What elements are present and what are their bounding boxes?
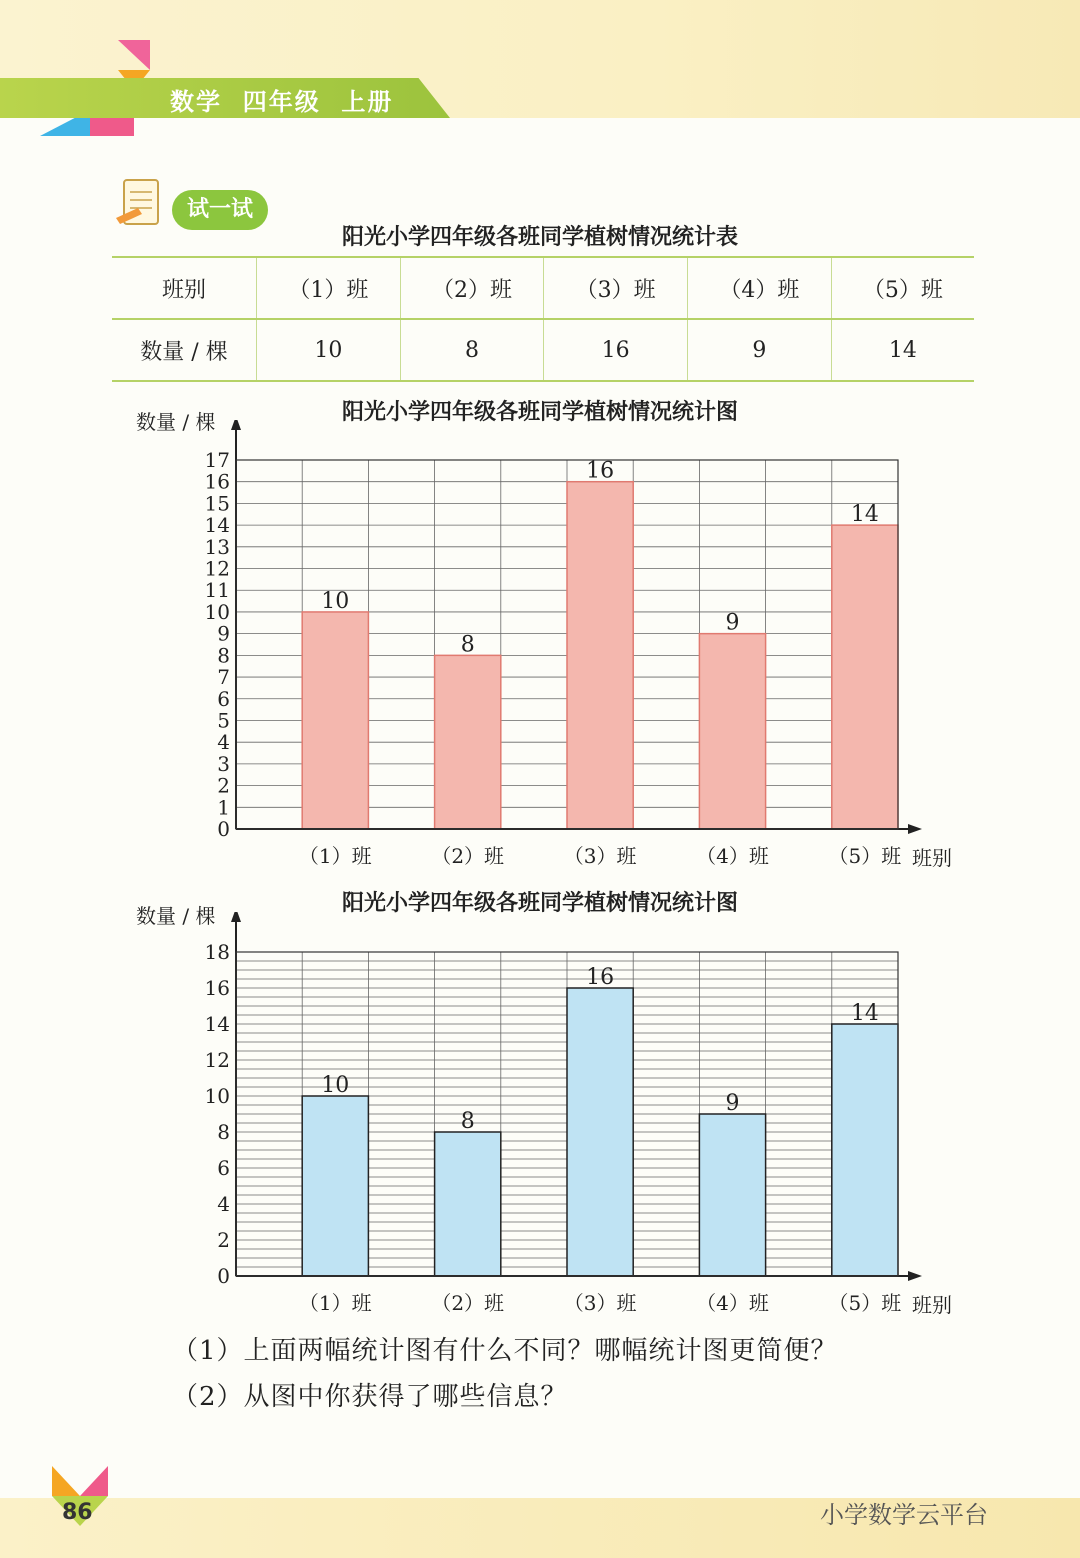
bar	[699, 1114, 765, 1276]
bar	[832, 525, 898, 829]
y-tick-label: 1	[217, 795, 230, 820]
data-label: 10	[321, 1073, 350, 1098]
table-title: 阳光小学四年级各班同学植树情况统计表	[341, 225, 738, 250]
y-tick-label: 4	[217, 730, 230, 755]
x-axis-arrow-icon	[908, 824, 922, 834]
chart2	[0, 912, 1080, 1332]
y-tick-label: 0	[217, 1264, 230, 1288]
x-tick-label: （4）班	[696, 1291, 769, 1315]
data-table	[112, 256, 974, 382]
data-label: 14	[850, 502, 879, 528]
y-tick-label: 4	[217, 1192, 230, 1216]
y-tick-label: 12	[204, 1048, 230, 1072]
y-tick-label: 2	[217, 1228, 230, 1252]
bar	[302, 612, 368, 829]
bar	[567, 482, 633, 829]
question-2: （2）从图中你获得了哪些信息？	[172, 1382, 568, 1412]
bar	[435, 655, 501, 829]
y-tick-label: 10	[204, 599, 230, 624]
x-tick-label: （4）班	[696, 844, 769, 868]
x-axis-label: 班别	[912, 1293, 952, 1317]
question-1: （1）上面两幅统计图有什么不同？哪幅统计图更简便？	[172, 1336, 838, 1366]
chart2-title: 阳光小学四年级各班同学植树情况统计图	[341, 891, 738, 916]
y-tick-label: 15	[204, 491, 230, 516]
x-tick-label: （1）班	[298, 844, 372, 868]
data-label: 14	[850, 1001, 879, 1026]
y-tick-label: 7	[217, 665, 230, 690]
data-label: 8	[460, 1109, 475, 1134]
y-tick-label: 13	[204, 534, 230, 559]
table-header-cell: （3）班	[544, 257, 688, 319]
page-number: 86	[62, 1500, 93, 1525]
chart2-ylabel: 数量 / 棵	[136, 904, 216, 928]
data-label: 10	[321, 588, 350, 614]
data-label: 8	[460, 632, 475, 658]
y-tick-label: 12	[204, 556, 230, 581]
x-tick-label: （3）班	[563, 1291, 637, 1315]
y-tick-label: 5	[217, 708, 230, 733]
bar	[302, 1096, 368, 1276]
book-title: 数学 四年级 上册	[170, 88, 394, 116]
y-tick-label: 0	[217, 817, 230, 841]
table-header-cell: 班别	[112, 257, 257, 319]
y-tick-label: 14	[204, 513, 230, 538]
data-label: 16	[586, 458, 615, 484]
table-cell: 16	[544, 319, 688, 381]
bar	[435, 1132, 501, 1276]
table-cell: 9	[688, 319, 832, 381]
y-tick-label: 3	[217, 751, 230, 776]
data-label: 9	[725, 610, 740, 636]
table-cell: 10	[257, 319, 401, 381]
table-cell: 14	[831, 319, 974, 381]
y-tick-label: 6	[217, 1156, 230, 1180]
table-cell: 8	[400, 319, 544, 381]
data-label: 16	[586, 965, 615, 990]
data-label: 9	[725, 1091, 740, 1116]
y-tick-label: 16	[204, 976, 230, 1000]
x-tick-label: （5）班	[828, 1291, 902, 1315]
y-axis-arrow-icon	[231, 420, 241, 430]
table-header-cell: （1）班	[257, 257, 401, 319]
table-header-row	[112, 257, 974, 319]
x-tick-label: （2）班	[431, 1291, 505, 1315]
x-axis-arrow-icon	[908, 1271, 922, 1281]
y-tick-label: 16	[204, 469, 230, 494]
table-header-cell: （5）班	[831, 257, 974, 319]
x-axis-label: 班别	[912, 846, 952, 870]
chart1-title: 阳光小学四年级各班同学植树情况统计图	[341, 400, 738, 425]
x-tick-label: （5）班	[828, 844, 902, 868]
y-tick-label: 17	[204, 448, 230, 472]
y-tick-label: 10	[204, 1084, 230, 1108]
chart1	[0, 420, 1080, 880]
y-tick-label: 8	[217, 643, 230, 668]
watermark-text: 小学数学云平台	[820, 1501, 988, 1529]
section-badge: 试一试	[172, 190, 268, 230]
y-tick-label: 8	[217, 1120, 230, 1144]
table-header-cell: （4）班	[688, 257, 832, 319]
table-row-label: 数量 / 棵	[112, 319, 257, 381]
bar	[699, 634, 765, 829]
chart1-ylabel: 数量 / 棵	[136, 410, 216, 434]
y-tick-label: 18	[204, 940, 230, 964]
y-tick-label: 14	[204, 1012, 230, 1036]
bar	[832, 1024, 898, 1276]
x-tick-label: （2）班	[431, 844, 505, 868]
y-tick-label: 11	[204, 578, 230, 603]
y-axis-arrow-icon	[231, 912, 241, 922]
y-tick-label: 2	[217, 773, 230, 798]
x-tick-label: （1）班	[298, 1291, 372, 1315]
y-tick-label: 9	[217, 621, 230, 646]
table-header-cell: （2）班	[400, 257, 544, 319]
x-tick-label: （3）班	[563, 844, 637, 868]
y-tick-label: 6	[217, 686, 230, 711]
bar	[567, 988, 633, 1276]
table-row	[112, 319, 974, 381]
